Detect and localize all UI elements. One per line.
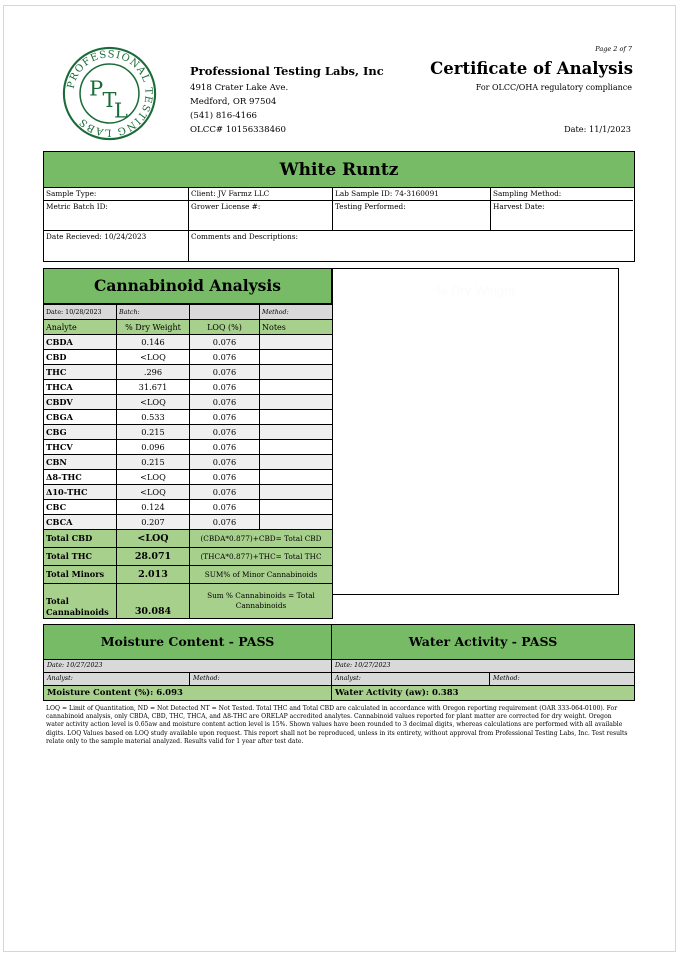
notes-value <box>260 455 333 470</box>
column-header-row <box>44 320 333 335</box>
loq-value: 0.076 <box>190 515 260 530</box>
moisture-date-text: Date: 10/27/2023 <box>47 662 103 669</box>
grower-license: Grower License #: <box>189 201 333 231</box>
dry-weight-value: .296 <box>117 365 190 380</box>
report-date: Date: 11/1/2023 <box>564 124 631 134</box>
notes-value <box>260 440 333 455</box>
loq-value: 0.076 <box>190 395 260 410</box>
water-activity-analyst: Analyst: <box>335 675 361 682</box>
water-activity-date <box>331 660 635 673</box>
col-dry-weight: % Dry Weight <box>117 320 190 335</box>
analyte-row <box>44 395 333 410</box>
total-formula: (THCA*0.877)+THC= Total THC <box>190 548 333 566</box>
notes-value <box>260 515 333 530</box>
total-label: Total CBD <box>44 530 117 548</box>
analyte-name: CBCA <box>44 515 117 530</box>
total-formula: SUM% of Minor Cannabinoids <box>190 566 333 584</box>
loq-value: 0.076 <box>190 410 260 425</box>
total-value: <LOQ <box>117 530 190 548</box>
analyte-name: THCA <box>44 380 117 395</box>
col-loq: LOQ (%) <box>190 320 260 335</box>
total-label: Total THC <box>44 548 117 566</box>
notes-value <box>260 395 333 410</box>
dry-weight-value: 0.207 <box>117 515 190 530</box>
loq-value: 0.076 <box>190 485 260 500</box>
date-received: Date Recieved: 10/24/2023 <box>44 231 189 261</box>
total-formula: (CBDA*0.877)+CBD= Total CBD <box>190 530 333 548</box>
lab-olcc: OLCC# 10156338460 <box>190 125 286 135</box>
water-activity-result-text: Water Activity (aw): 0.383 <box>335 688 459 698</box>
total-row <box>44 548 333 566</box>
lab-address-line1: 4918 Crater Lake Ave. <box>190 83 289 93</box>
moisture-analyst: Analyst: <box>47 675 73 682</box>
dry-weight-value: 0.096 <box>117 440 190 455</box>
notes-value <box>260 350 333 365</box>
dry-weight-value: 31.671 <box>117 380 190 395</box>
analyte-name: Δ8-THC <box>44 470 117 485</box>
col-notes: Notes <box>260 320 333 335</box>
analyte-row <box>44 485 333 500</box>
water-activity-result <box>331 686 635 701</box>
total-label: Total Minors <box>44 566 117 584</box>
lab-name: Professional Testing Labs, Inc <box>190 64 384 78</box>
total-value: 30.084 <box>117 584 190 619</box>
analyte-name: CBC <box>44 500 117 515</box>
footnote: LOQ = Limit of Quantitation, ND = Not Detected NT = Not Tested. Total THC and Total CBD are calculated in accordance with Oregon reporting requirement (OAR 333-064-0100). For cannabinoid analysis, only CBDA, CBD, THC, THCA, and Δ8-THC are ORELAP accredited analytes. Cannabinoid values reported for plant matter are corrected for dry weight. Oregon water activity action level is 0.65aw and moisture content action level is 15%. Shown values have been rounded to 3 decimal digits, whereas calculations are performed with all available digits. LOQ Values based on LOQ study available upon request. This report shall not be reproduced, unless in its entirety, without approval from Professional Testing Labs, Inc. Test results relate only to the sample material analyzed. Results valid for 1 year after test date. <box>46 705 628 745</box>
analyte-row <box>44 425 333 440</box>
dry-weight-value: <LOQ <box>117 395 190 410</box>
svg-text:P: P <box>89 76 104 101</box>
document-subtitle: For OLCC/OHA regulatory compliance <box>475 83 632 92</box>
loq-value: 0.076 <box>190 380 260 395</box>
notes-value <box>260 500 333 515</box>
cannabinoid-table <box>43 304 333 619</box>
moisture-title: Moisture Content - PASS <box>43 624 332 660</box>
analyte-row <box>44 455 333 470</box>
analyte-row <box>44 380 333 395</box>
dry-weight-value: <LOQ <box>117 485 190 500</box>
lab-sample-id: Lab Sample ID: 74-3160091 <box>333 188 491 201</box>
meta-blank <box>190 305 260 320</box>
sampling-method: Sampling Method: <box>491 188 633 201</box>
loq-value: 0.076 <box>190 350 260 365</box>
harvest-date: Harvest Date: <box>491 201 633 231</box>
dry-weight-value: 0.215 <box>117 425 190 440</box>
dry-weight-value: 0.533 <box>117 410 190 425</box>
analyte-row <box>44 500 333 515</box>
total-row <box>44 584 333 619</box>
notes-value <box>260 335 333 350</box>
analyte-row <box>44 440 333 455</box>
notes-value <box>260 485 333 500</box>
notes-value <box>260 365 333 380</box>
client: Client: JV Farmz LLC <box>189 188 333 201</box>
notes-value <box>260 380 333 395</box>
ptl-logo <box>62 46 157 141</box>
moisture-result-text: Moisture Content (%): 6.093 <box>47 688 183 698</box>
water-activity-analyst-row <box>331 673 635 686</box>
loq-value: 0.076 <box>190 365 260 380</box>
moisture-method: Method: <box>189 673 220 685</box>
total-value: 2.013 <box>117 566 190 584</box>
dry-weight-value: 0.215 <box>117 455 190 470</box>
testing-performed: Testing Performed: <box>333 201 491 231</box>
notes-value <box>260 410 333 425</box>
analyte-row <box>44 335 333 350</box>
meta-row <box>44 305 333 320</box>
document-title: Certificate of Analysis <box>430 59 633 78</box>
moisture-date <box>43 660 332 673</box>
loq-value: 0.076 <box>190 425 260 440</box>
sample-info-box <box>43 151 635 262</box>
metric-batch-id: Metric Batch ID: <box>44 201 189 231</box>
total-value: 28.071 <box>117 548 190 566</box>
loq-value: 0.076 <box>190 470 260 485</box>
analyte-row <box>44 365 333 380</box>
analyte-name: CBN <box>44 455 117 470</box>
analyte-name: Δ10-THC <box>44 485 117 500</box>
notes-value <box>260 425 333 440</box>
analyte-row <box>44 410 333 425</box>
dry-weight-value: <LOQ <box>117 350 190 365</box>
analyte-name: THC <box>44 365 117 380</box>
sample-name: White Runtz <box>44 152 634 188</box>
chart-title: % Dry Weight <box>435 283 516 298</box>
page-number: Page 2 of 7 <box>595 45 632 53</box>
notes-value <box>260 470 333 485</box>
dry-weight-value: 0.146 <box>117 335 190 350</box>
analyte-name: CBD <box>44 350 117 365</box>
analyte-row <box>44 515 333 530</box>
analysis-date: Date: 10/28/2023 <box>44 305 117 320</box>
svg-text:L: L <box>113 98 128 123</box>
analyte-name: CBG <box>44 425 117 440</box>
sample-type: Sample Type: <box>44 188 189 201</box>
cannabinoid-title: Cannabinoid Analysis <box>43 268 332 304</box>
col-analyte: Analyte <box>44 320 117 335</box>
loq-value: 0.076 <box>190 440 260 455</box>
batch-label: Batch: <box>117 305 190 320</box>
analyte-name: CBDA <box>44 335 117 350</box>
water-activity-date-text: Date: 10/27/2023 <box>335 662 391 669</box>
analyte-row <box>44 470 333 485</box>
comments: Comments and Descriptions: <box>191 232 298 241</box>
analyte-row <box>44 350 333 365</box>
cannabinoid-analysis <box>43 268 332 619</box>
total-row <box>44 530 333 548</box>
total-row <box>44 566 333 584</box>
method-label: Method: <box>260 305 333 320</box>
moisture-panel <box>43 624 332 704</box>
total-label: Total Cannabinoids <box>44 584 117 619</box>
loq-value: 0.076 <box>190 500 260 515</box>
analyte-name: THCV <box>44 440 117 455</box>
loq-value: 0.076 <box>190 335 260 350</box>
water-activity-panel <box>331 624 635 704</box>
moisture-result <box>43 686 332 701</box>
logo-ring-text: PROFESSIONAL TESTING LABS <box>65 49 154 138</box>
dry-weight-value: <LOQ <box>117 470 190 485</box>
analyte-name: CBDV <box>44 395 117 410</box>
svg-text:T: T <box>102 87 117 112</box>
water-activity-method: Method: <box>489 673 520 685</box>
moisture-analyst-row <box>43 673 332 686</box>
lab-phone: (541) 816-4166 <box>190 111 258 121</box>
analyte-name: CBGA <box>44 410 117 425</box>
lab-address-line2: Medford, OR 97504 <box>190 97 277 107</box>
loq-value: 0.076 <box>190 455 260 470</box>
dry-weight-value: 0.124 <box>117 500 190 515</box>
dry-weight-chart <box>332 268 619 595</box>
total-formula: Sum % Cannabinoids = Total Cannabinoids <box>190 584 333 619</box>
water-activity-title: Water Activity - PASS <box>331 624 635 660</box>
